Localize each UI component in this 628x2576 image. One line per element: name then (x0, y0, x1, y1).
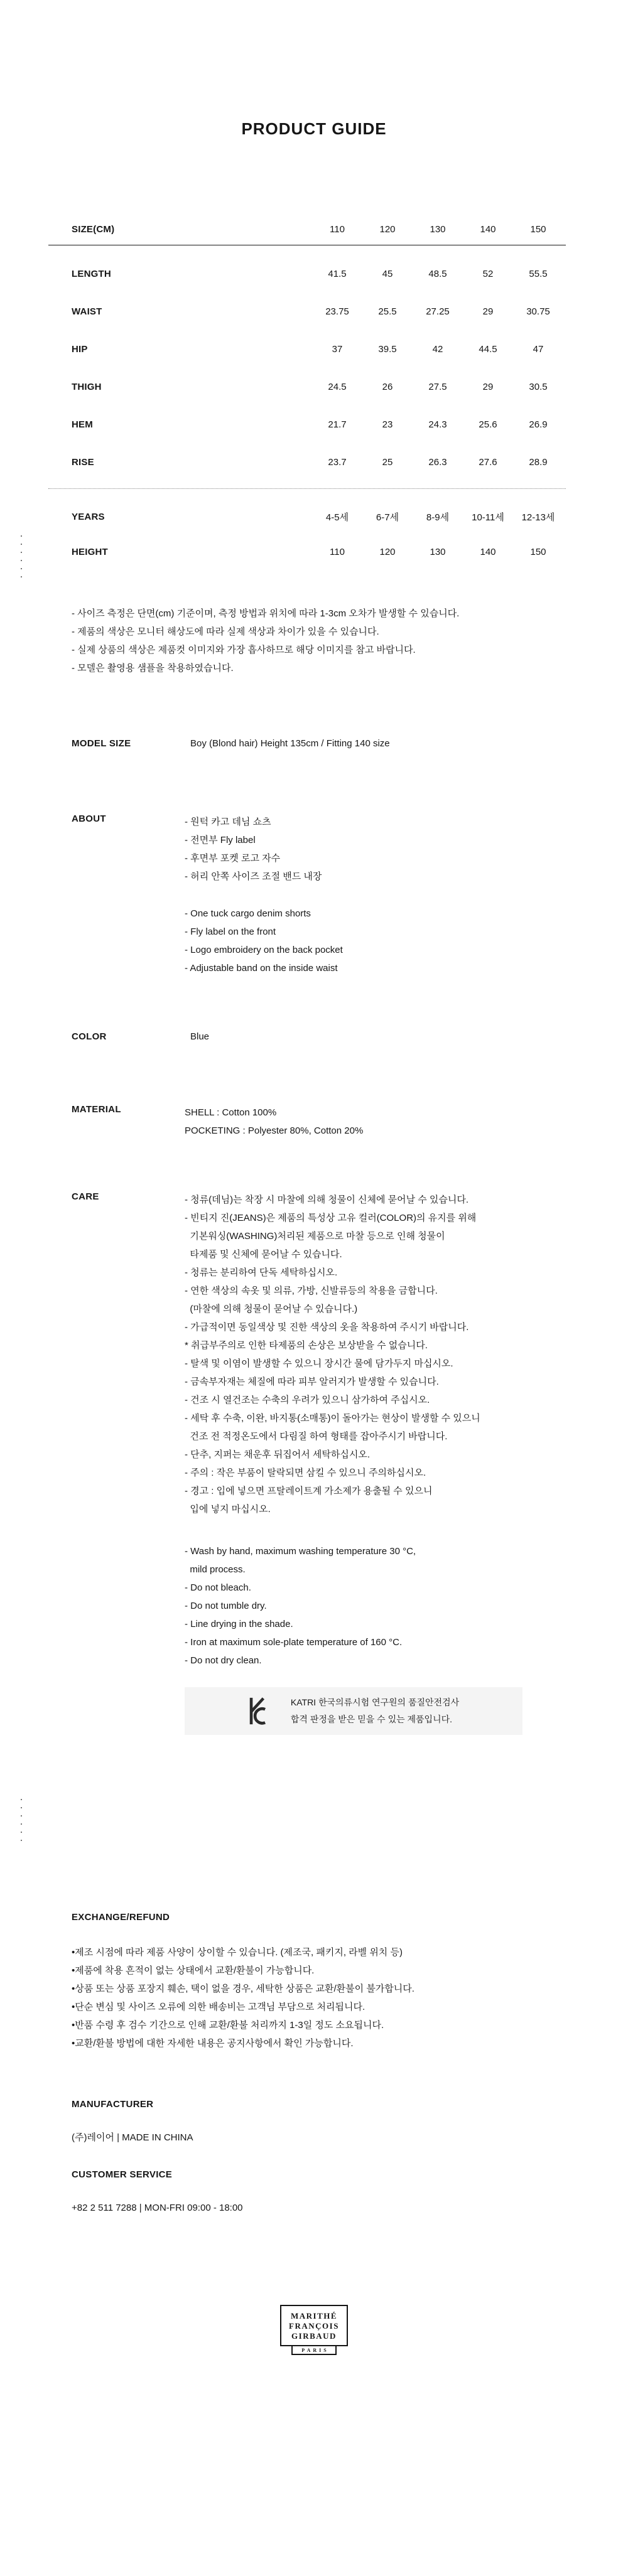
measurement-value: 23.75 (325, 306, 349, 317)
measurement-value: 45 (382, 268, 393, 279)
about-lines-ko (185, 813, 322, 886)
measurement-value: 47 (533, 343, 544, 355)
care-line: - 주의 : 작은 부품이 탈락되면 삼킬 수 있으니 주의하십시오. (185, 1468, 426, 1478)
measurement-value: 130 (430, 546, 446, 557)
page-title: PRODUCT GUIDE (241, 119, 387, 138)
left-edge-dotted-mark (21, 1799, 22, 1845)
measurement-value: 26.9 (529, 419, 548, 430)
exchange-bullet-line: •제조 시점에 따라 제품 사양이 상이할 수 있습니다. (제조국, 패키지, 라벨 위치 등) (72, 1947, 403, 1958)
model-size-value: Boy (Blond hair) Height 135cm / Fitting 140 size (190, 738, 390, 749)
measurement-value: 30.5 (529, 381, 548, 392)
material-line: SHELL : Cotton 100% (185, 1107, 277, 1118)
brand-logo-line: FRANÇOIS (289, 2321, 339, 2331)
about-line: - 원턱 카고 데님 쇼츠 (185, 817, 271, 827)
measurement-value: 29 (482, 306, 494, 317)
measurement-label: LENGTH (72, 268, 111, 279)
size-table-extra-body (48, 489, 566, 569)
size-column-header: 140 (480, 223, 496, 235)
measurement-value: 30.75 (526, 306, 550, 317)
measurement-value: 8-9세 (426, 512, 450, 523)
care-line: - 청류는 분리하여 단독 세탁하십시오. (185, 1267, 338, 1278)
measurement-value: 23.7 (328, 456, 347, 468)
customer-service-label: CUSTOMER SERVICE (72, 2169, 173, 2180)
measurement-value: 28.9 (529, 456, 548, 468)
about-line: - Fly label on the front (185, 926, 276, 937)
size-note-line: - 제품의 색상은 모니터 해상도에 따라 실제 색상과 차이가 있을 수 있습니다. (72, 626, 379, 637)
size-column-header: 110 (330, 223, 345, 235)
size-table-header-label: SIZE(CM) (72, 223, 115, 235)
measurement-label: THIGH (72, 381, 102, 392)
exchange-refund-list (72, 1943, 414, 2053)
exchange-bullet-line: •제품에 착용 흔적이 없는 상태에서 교환/환불이 가능합니다. (72, 1965, 315, 1976)
kc-text-line: KATRI 한국의류시험 연구원의 품질안전검사 (290, 1697, 460, 1707)
about-line: - One tuck cargo denim shorts (185, 908, 311, 919)
about-line: - Logo embroidery on the back pocket (185, 945, 343, 955)
measurement-value: 27.25 (426, 306, 450, 317)
about-line: - 전면부 Fly label (185, 835, 256, 845)
size-note-line: - 사이즈 측정은 단면(cm) 기준이며, 측정 방법과 위치에 따라 1-3cm 오차가 발생할 수 있습니다. (72, 608, 460, 619)
measurement-label: HEIGHT (72, 546, 108, 557)
measurement-value: 24.3 (428, 419, 447, 430)
exchange-bullet-line: •교환/환불 방법에 대한 자세한 내용은 공지사항에서 확인 가능합니다. (72, 2038, 354, 2049)
material-line: POCKETING : Polyester 80%, Cotton 20% (185, 1125, 364, 1136)
measurement-value: 29 (482, 381, 494, 392)
measurement-value: 23 (382, 419, 393, 430)
measurement-value: 26.3 (428, 456, 447, 468)
care-line: - 청류(데님)는 착장 시 마찰에 의해 청물이 신체에 묻어날 수 있습니다. (185, 1194, 469, 1205)
brand-logo (0, 2305, 628, 2355)
exchange-refund-label: EXCHANGE/REFUND (72, 1912, 170, 1923)
color-label: COLOR (72, 1031, 107, 1042)
care-line: - 연한 색상의 속옷 및 의류, 가방, 신발류등의 착용을 금합니다. (185, 1285, 438, 1296)
brand-logo-box (280, 2305, 348, 2346)
care-line: - Wash by hand, maximum washing temperature 30 °C, (185, 1546, 416, 1557)
exchange-bullet-line: •상품 또는 상품 포장지 훼손, 택이 없을 경우, 세탁한 상품은 교환/환불이 불가합니다. (72, 1983, 414, 1994)
measurement-value: 52 (482, 268, 494, 279)
measurement-value: 110 (330, 546, 345, 557)
table-row (48, 443, 566, 481)
size-note-line: - 모델은 촬영용 샘플을 착용하였습니다. (72, 663, 234, 674)
size-table-header (48, 220, 566, 239)
measurement-label: WAIST (72, 306, 102, 317)
care-line: * 취급부주의로 인한 타제품의 손상은 보상받을 수 없습니다. (185, 1340, 428, 1351)
measurement-value: 41.5 (328, 268, 347, 279)
care-label: CARE (72, 1191, 99, 1202)
care-line: - 건조 시 열건조는 수축의 우려가 있으니 삼가하여 주십시오. (185, 1395, 430, 1405)
measurement-label: YEARS (72, 511, 105, 522)
table-row (48, 499, 566, 534)
measurement-value: 27.5 (428, 381, 447, 392)
material-label: MATERIAL (72, 1104, 121, 1115)
model-size-label: MODEL SIZE (72, 738, 131, 749)
size-note-line: - 실제 상품의 색상은 제품컷 이미지와 가장 흡사하므로 해당 이미지를 참고 바랍니다. (72, 645, 416, 655)
measurement-value: 150 (530, 546, 546, 557)
left-edge-dotted-mark (21, 535, 22, 582)
measurement-value: 27.6 (479, 456, 497, 468)
size-table (48, 220, 566, 569)
measurement-label: HIP (72, 343, 88, 355)
care-line: - 세탁 후 수축, 이완, 바지통(소매통)이 돌아가는 현상이 발생할 수 있으니 (185, 1413, 480, 1424)
table-row (48, 292, 566, 330)
care-line: - 금속부자재는 체질에 따라 피부 알러지가 발생할 수 있습니다. (185, 1377, 439, 1387)
manufacturer-label: MANUFACTURER (72, 2099, 154, 2110)
table-row (48, 534, 566, 569)
care-lines-ko (185, 1191, 480, 1518)
table-row (48, 368, 566, 405)
brand-logo-city: PARIS (291, 2345, 336, 2355)
care-line: - Iron at maximum sole-plate temperature of 160 °C. (185, 1637, 403, 1648)
measurement-value: 55.5 (529, 268, 548, 279)
care-line: - 탈색 및 이염이 발생할 수 있으니 장시간 물에 담가두지 마십시오. (185, 1358, 453, 1369)
brand-logo-line: GIRBAUD (291, 2331, 337, 2341)
care-line: - 경고 : 입에 넣으면 프탈레이트계 가소제가 용출될 수 있으니 (185, 1486, 433, 1496)
size-column-header: 130 (430, 223, 446, 235)
table-row (48, 255, 566, 292)
measurement-value: 120 (379, 546, 396, 557)
care-line: (마찰에 의해 청물이 묻어날 수 있습니다.) (185, 1304, 358, 1314)
measurement-value: 24.5 (328, 381, 347, 392)
kc-text (291, 1694, 459, 1728)
size-column-header: 150 (530, 223, 546, 235)
manufacturer-value: (주)레이어 | MADE IN CHINA (72, 2132, 193, 2143)
care-line: - 가급적이면 동일색상 및 진한 색상의 옷을 착용하여 주시기 바랍니다. (185, 1322, 469, 1333)
care-line: - 단추, 지퍼는 채운후 뒤집어서 세탁하십시오. (185, 1449, 370, 1460)
about-line: - 후면부 포켓 로고 자수 (185, 853, 281, 864)
measurement-value: 25.5 (378, 306, 397, 317)
measurement-value: 48.5 (428, 268, 447, 279)
measurement-value: 26 (382, 381, 393, 392)
care-line: - Do not tumble dry. (185, 1601, 267, 1611)
measurement-value: 39.5 (378, 343, 397, 355)
about-line: - 허리 안쪽 사이즈 조절 밴드 내장 (185, 871, 322, 882)
care-line: mild process. (185, 1564, 246, 1575)
measurement-value: 12-13세 (521, 512, 555, 523)
measurement-value: 6-7세 (376, 512, 399, 523)
care-line: 기본워싱(WASHING)처리된 제품으로 마찰 등으로 인해 청물이 (185, 1231, 445, 1242)
table-row (48, 330, 566, 368)
measurement-value: 25.6 (479, 419, 497, 430)
about-lines-en (185, 904, 343, 977)
exchange-bullet-line: •단순 변심 및 사이즈 오류에 의한 배송비는 고객님 부담으로 처리됩니다. (72, 2002, 365, 2012)
size-table-body (48, 245, 566, 481)
care-line: 타제품 및 신체에 묻어날 수 있습니다. (185, 1249, 342, 1260)
care-line: 입에 넣지 마십시오. (185, 1504, 271, 1515)
material-lines (185, 1103, 363, 1140)
care-line: 건조 전 적정온도에서 다림질 하여 형태를 잡아주시기 바랍니다. (185, 1431, 448, 1442)
measurement-value: 140 (480, 546, 496, 557)
about-line: - Adjustable band on the inside waist (185, 963, 338, 974)
care-line: - Do not bleach. (185, 1582, 251, 1593)
table-row (48, 405, 566, 443)
measurement-value: 21.7 (328, 419, 347, 430)
kc-mark-icon (248, 1697, 269, 1725)
measurement-value: 4-5세 (325, 512, 349, 523)
measurement-value: 44.5 (479, 343, 497, 355)
measurement-label: HEM (72, 419, 93, 430)
kc-text-line: 합격 판정을 받은 믿을 수 있는 제품입니다. (290, 1714, 453, 1724)
customer-service-value: +82 2 511 7288 | MON-FRI 09:00 - 18:00 (72, 2203, 243, 2213)
care-line: - Do not dry clean. (185, 1655, 262, 1666)
measurement-label: RISE (72, 456, 94, 468)
size-column-header: 120 (379, 223, 396, 235)
measurement-value: 42 (432, 343, 443, 355)
kc-certification-box (185, 1687, 522, 1735)
brand-logo-line: MARITHÉ (290, 2311, 338, 2321)
care-line: - Line drying in the shade. (185, 1619, 293, 1629)
color-value: Blue (190, 1031, 210, 1042)
care-lines-en (185, 1542, 416, 1670)
size-notes (72, 604, 459, 677)
measurement-value: 25 (382, 456, 393, 468)
about-label: ABOUT (72, 813, 106, 824)
measurement-value: 10-11세 (472, 512, 504, 523)
measurement-value: 37 (332, 343, 343, 355)
exchange-bullet-line: •반품 수령 후 검수 기간으로 인해 교환/환불 처리까지 1-3일 정도 소요됩니다. (72, 2020, 384, 2031)
care-line: - 빈티지 진(JEANS)은 제품의 특성상 고유 컬러(COLOR)의 유지를 위해 (185, 1213, 477, 1223)
